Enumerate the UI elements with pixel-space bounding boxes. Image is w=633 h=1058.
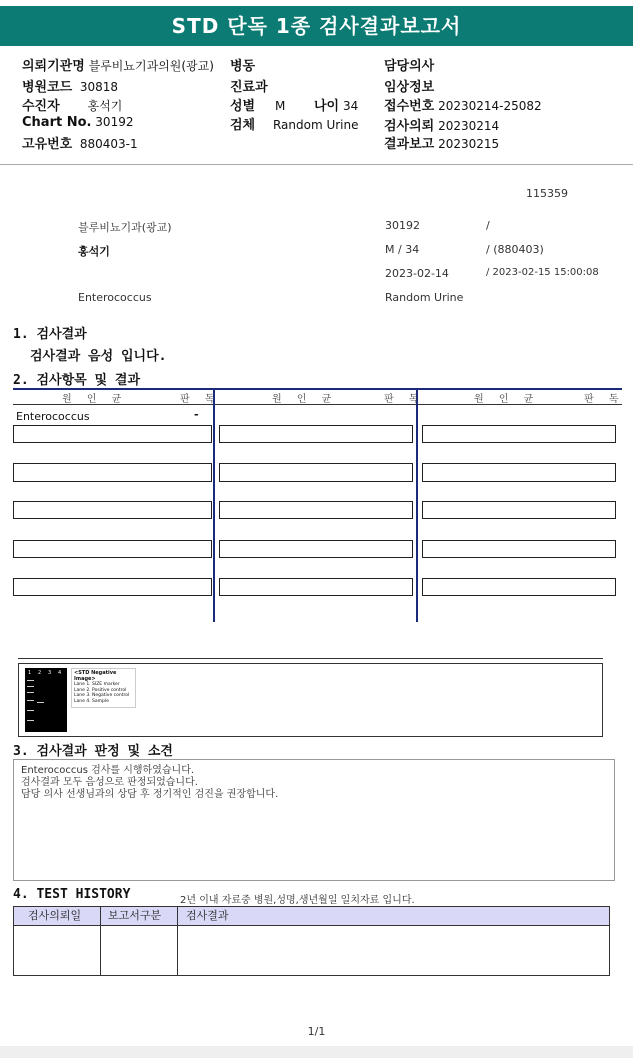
info-clinic: 블루비뇨기과(광교) <box>78 221 172 234</box>
patient-field <box>22 95 122 114</box>
doctor-label: 담당의사 <box>384 59 435 74</box>
result-cell <box>219 540 413 558</box>
result-cell <box>13 425 212 443</box>
requester-label: 의뢰기관명 <box>22 59 85 74</box>
request-value: 20230214 <box>438 119 500 133</box>
requester-value: 블루비뇨기과의원(광교) <box>88 59 214 73</box>
report-date-value: 20230215 <box>438 137 500 151</box>
section1-title: 1. 검사결과 <box>13 327 87 342</box>
page-number: 1/1 <box>307 1025 326 1038</box>
id-field <box>22 133 138 152</box>
gel-band <box>27 692 34 693</box>
comment-box <box>13 759 615 881</box>
dept-field <box>230 76 268 95</box>
sex-field <box>230 95 285 114</box>
history-header <box>14 907 609 926</box>
age-value: 34 <box>342 99 359 113</box>
col-header-result-1: 판 독 <box>180 394 221 405</box>
age-label: 나이 <box>314 99 340 114</box>
specimen-label: 검체 <box>230 118 256 133</box>
dept-label: 진료과 <box>230 80 268 95</box>
requester-field <box>22 55 214 74</box>
result-cell <box>219 578 413 596</box>
lane-2: 2 <box>38 670 42 676</box>
info-specimen: Random Urine <box>385 291 464 304</box>
result-cell <box>422 540 616 558</box>
sex-value: M <box>274 99 286 113</box>
clinical-field <box>384 76 434 95</box>
gel-band <box>27 700 34 701</box>
receipt-value: 20230214-25082 <box>438 99 542 113</box>
ward-field <box>230 55 255 74</box>
sex-label: 성별 <box>230 99 256 114</box>
result-cell <box>13 578 212 596</box>
receipt-field <box>384 95 542 114</box>
chart-value: 30192 <box>95 115 134 129</box>
report-number: 115359 <box>526 187 568 200</box>
request-label: 검사의뢰 <box>384 119 435 134</box>
code-label: 병원코드 <box>22 80 73 95</box>
grid-divider-2 <box>416 389 418 622</box>
chart-label: Chart No. <box>22 115 92 130</box>
gel-legend-title: <STD Negative Image> <box>74 670 117 682</box>
gel-band <box>27 720 34 721</box>
gel-legend-line: Lane 3. Negative control <box>74 693 130 698</box>
result-cell <box>219 501 413 519</box>
info-sex-age: M / 34 <box>385 243 420 256</box>
history-note: 2년 이내 자료중 병원,성명,생년월일 일치자료 입니다. <box>180 895 415 906</box>
info-name: 홍석기 <box>78 245 110 258</box>
receipt-label: 접수번호 <box>384 99 435 114</box>
result-cell <box>13 463 212 482</box>
col-header-result-3: 판 독 <box>584 394 625 405</box>
gel-image-box <box>18 663 603 737</box>
row1-result: - <box>194 408 199 421</box>
history-col-sep <box>100 907 101 975</box>
info-chart: 30192 <box>385 219 420 232</box>
section2-title: 2. 검사항목 및 결과 <box>13 373 141 388</box>
clinical-label: 임상정보 <box>384 80 435 95</box>
code-value: 30818 <box>79 80 119 94</box>
result-cell <box>422 425 616 443</box>
row1-cause: Enterococcus <box>16 410 90 423</box>
specimen-value: Random Urine <box>272 118 359 132</box>
gel-legend-line: Lane 4. Sample <box>74 698 109 704</box>
result-cell <box>422 578 616 596</box>
report-title: STD 단독 1종 검사결과보고서 <box>0 6 633 46</box>
gel-band <box>27 686 34 687</box>
result-cell <box>13 501 212 519</box>
section4-title: 4. TEST HISTORY <box>13 887 131 902</box>
lane-4: 4 <box>58 670 62 676</box>
doctor-field <box>384 55 434 74</box>
comment-line-1: Enterococcus 검사를 시행하였습니다. <box>21 765 195 776</box>
patient-label: 수진자 <box>22 99 60 114</box>
code-field <box>22 76 118 95</box>
col-header-cause-2: 원 인 균 <box>272 394 338 405</box>
history-table <box>13 906 610 976</box>
gel-band <box>27 710 34 711</box>
history-col-sep <box>177 907 178 975</box>
lane-3: 3 <box>48 670 52 676</box>
gel-legend-line: Lane 1. SIZE marker <box>74 682 120 687</box>
gel-band <box>37 702 44 703</box>
result-cell <box>219 463 413 482</box>
report-date-field <box>384 133 499 152</box>
comment-line-3: 담당 의사 선생님과의 상담 후 정기적인 검진을 권장합니다. <box>21 789 279 800</box>
section3-title: 3. 검사결과 판정 및 소견 <box>13 744 173 759</box>
request-field <box>384 115 499 134</box>
ward-label: 병동 <box>230 59 256 74</box>
result-cell <box>13 540 212 558</box>
report-date-label: 결과보고 <box>384 137 435 152</box>
result-cell <box>422 501 616 519</box>
result-cell <box>219 425 413 443</box>
history-col-result: 검사결과 <box>186 909 229 922</box>
info-slash: / <box>486 219 490 232</box>
header-divider <box>0 164 633 165</box>
gel-band <box>27 680 34 681</box>
grid-divider-1 <box>213 389 215 622</box>
col-header-cause-3: 원 인 균 <box>474 394 540 405</box>
id-value: 880403-1 <box>79 137 138 151</box>
image-top-rule <box>18 658 603 659</box>
gel-legend-line: Lane 2. Positive control <box>74 687 127 693</box>
patient-value: 홍석기 <box>87 99 123 113</box>
history-col-date: 검사의뢰일 <box>28 909 82 922</box>
section1-text: 검사결과 음성 입니다. <box>30 349 167 364</box>
id-label: 고유번호 <box>22 137 73 152</box>
result-cell <box>422 463 616 482</box>
chart-field <box>22 115 133 130</box>
age-field <box>314 95 358 114</box>
info-date1: 2023-02-14 <box>385 267 449 280</box>
info-birth: / (880403) <box>486 243 544 256</box>
info-organism: Enterococcus <box>78 291 152 304</box>
col-header-cause-1: 원 인 균 <box>62 394 128 405</box>
info-date2: / 2023-02-15 15:00:08 <box>486 267 599 278</box>
comment-line-2: 검사결과 모두 음성으로 판정되었습니다. <box>21 777 198 788</box>
lane-1: 1 <box>28 670 32 676</box>
specimen-field <box>230 114 359 133</box>
history-col-type: 보고서구분 <box>108 909 162 922</box>
col-header-result-2: 판 독 <box>384 394 425 405</box>
gel-image <box>25 668 67 732</box>
gel-legend <box>71 668 136 708</box>
